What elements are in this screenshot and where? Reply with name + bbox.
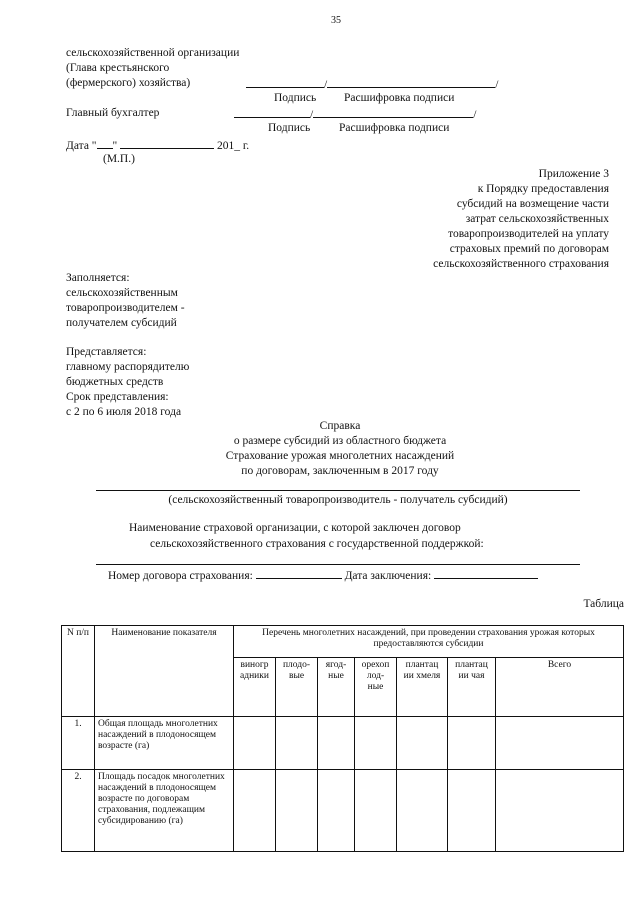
filled-by-line: Заполняется: (66, 272, 130, 284)
filled-by-line: получателем субсидий (66, 317, 177, 329)
table-cell[interactable] (318, 717, 355, 770)
page-number: 35 (331, 15, 341, 26)
contract-date-label: Дата заключения: (344, 570, 432, 582)
appendix-line: товаропроизводителей на уплату (448, 228, 609, 240)
submitted-line: Срок представления: (66, 391, 169, 403)
submitted-line: с 2 по 6 июля 2018 года (66, 406, 182, 418)
signature-label-2: Подпись (268, 122, 311, 134)
seal-label: (М.П.) (103, 153, 135, 165)
decoding-label: Расшифровка подписи (344, 92, 455, 104)
filled-by-line: товаропроизводителем - (66, 302, 185, 314)
date-line[interactable]: Дата " " 201_ г. (66, 137, 249, 153)
insurer-label: Наименование страховой организации, с которой заключен договор (129, 522, 461, 534)
col-header-nut: орехоп лод- ные (355, 658, 397, 717)
subsidy-table (61, 625, 624, 852)
table-cell[interactable] (397, 717, 448, 770)
table-cell[interactable] (355, 770, 397, 852)
appendix-line: сельскохозяйственного страхования (433, 258, 609, 270)
table-cell[interactable] (234, 770, 276, 852)
insurer-input-line[interactable] (96, 564, 580, 565)
accountant-signature-line[interactable]: / / (234, 106, 476, 122)
signature-label: Подпись (274, 92, 317, 104)
document-subtitle: о размере субсидий из областного бюджета (233, 435, 447, 447)
submitted-line: Представляется: (66, 346, 147, 358)
table-cell[interactable] (448, 717, 496, 770)
org-line-1: сельскохозяйственной организации (66, 47, 240, 59)
submitted-line: бюджетных средств (66, 376, 164, 388)
col-header-berry: ягод- ные (318, 658, 355, 717)
filled-by-line: сельскохозяйственным (66, 287, 178, 299)
row-number: 2. (62, 770, 95, 852)
contract-date-field[interactable] (434, 567, 538, 579)
contract-number-field[interactable] (256, 567, 342, 579)
producer-input-line[interactable] (96, 490, 580, 491)
table-cell[interactable] (496, 770, 624, 852)
table-cell[interactable] (318, 770, 355, 852)
row-indicator: Общая площадь многолетних насаждений в плодоносящем возрасте (га) (95, 717, 234, 770)
document-title: Справка (319, 420, 361, 432)
chief-accountant-label: Главный бухгалтер (66, 107, 160, 119)
document-subtitle: по договорам, заключенным в 2017 году (241, 465, 439, 477)
appendix-line: страховых премий по договорам (449, 243, 609, 255)
contract-row (108, 567, 538, 583)
document-subtitle: Страхование урожая многолетних насаждений (225, 450, 455, 462)
table-cell[interactable] (234, 717, 276, 770)
col-header-indicator: Наименование показателя (95, 626, 234, 717)
table-label: Таблица (583, 598, 624, 610)
decoding-label-2: Расшифровка подписи (339, 122, 450, 134)
org-line-3: (фермерского) хозяйства) (66, 77, 191, 89)
col-header-number: N п/п (62, 626, 95, 717)
submitted-line: главному распорядителю (66, 361, 190, 373)
head-signature-line[interactable]: / / (246, 76, 498, 92)
table-row (62, 717, 624, 770)
contract-number-label: Номер договора страхования: (108, 570, 253, 582)
org-line-2: (Глава крестьянского (66, 62, 170, 74)
table-cell[interactable] (496, 717, 624, 770)
col-header-fruit: плодо- вые (276, 658, 318, 717)
col-header-vineyards: виногр адники (234, 658, 276, 717)
col-header-hops: плантац ии хмеля (397, 658, 448, 717)
table-row (62, 770, 624, 852)
insurer-label-2: сельскохозяйственного страхования с государственной поддержкой: (150, 538, 484, 550)
table-cell[interactable] (355, 717, 397, 770)
table-cell[interactable] (276, 717, 318, 770)
appendix-line: субсидий на возмещение части (456, 198, 609, 210)
table-cell[interactable] (397, 770, 448, 852)
col-header-plantings-group: Перечень многолетних насаждений, при проведении страхования урожая которых предоставляются субсидии (234, 626, 624, 658)
col-header-tea: плантац ии чая (448, 658, 496, 717)
appendix-line: к Порядку предоставления (477, 183, 609, 195)
producer-caption: (сельскохозяйственный товаропроизводитель - получатель субсидий) (168, 494, 508, 506)
appendix-line: затрат сельскохозяйственных (465, 213, 609, 225)
table-cell[interactable] (276, 770, 318, 852)
appendix-line: Приложение 3 (538, 168, 609, 180)
row-number: 1. (62, 717, 95, 770)
col-header-total: Всего (496, 658, 624, 717)
table-cell[interactable] (448, 770, 496, 852)
row-indicator: Площадь посадок многолетних насаждений в плодоносящем возрасте по договорам страхования, подлежащим субсидированию (га) (95, 770, 234, 852)
